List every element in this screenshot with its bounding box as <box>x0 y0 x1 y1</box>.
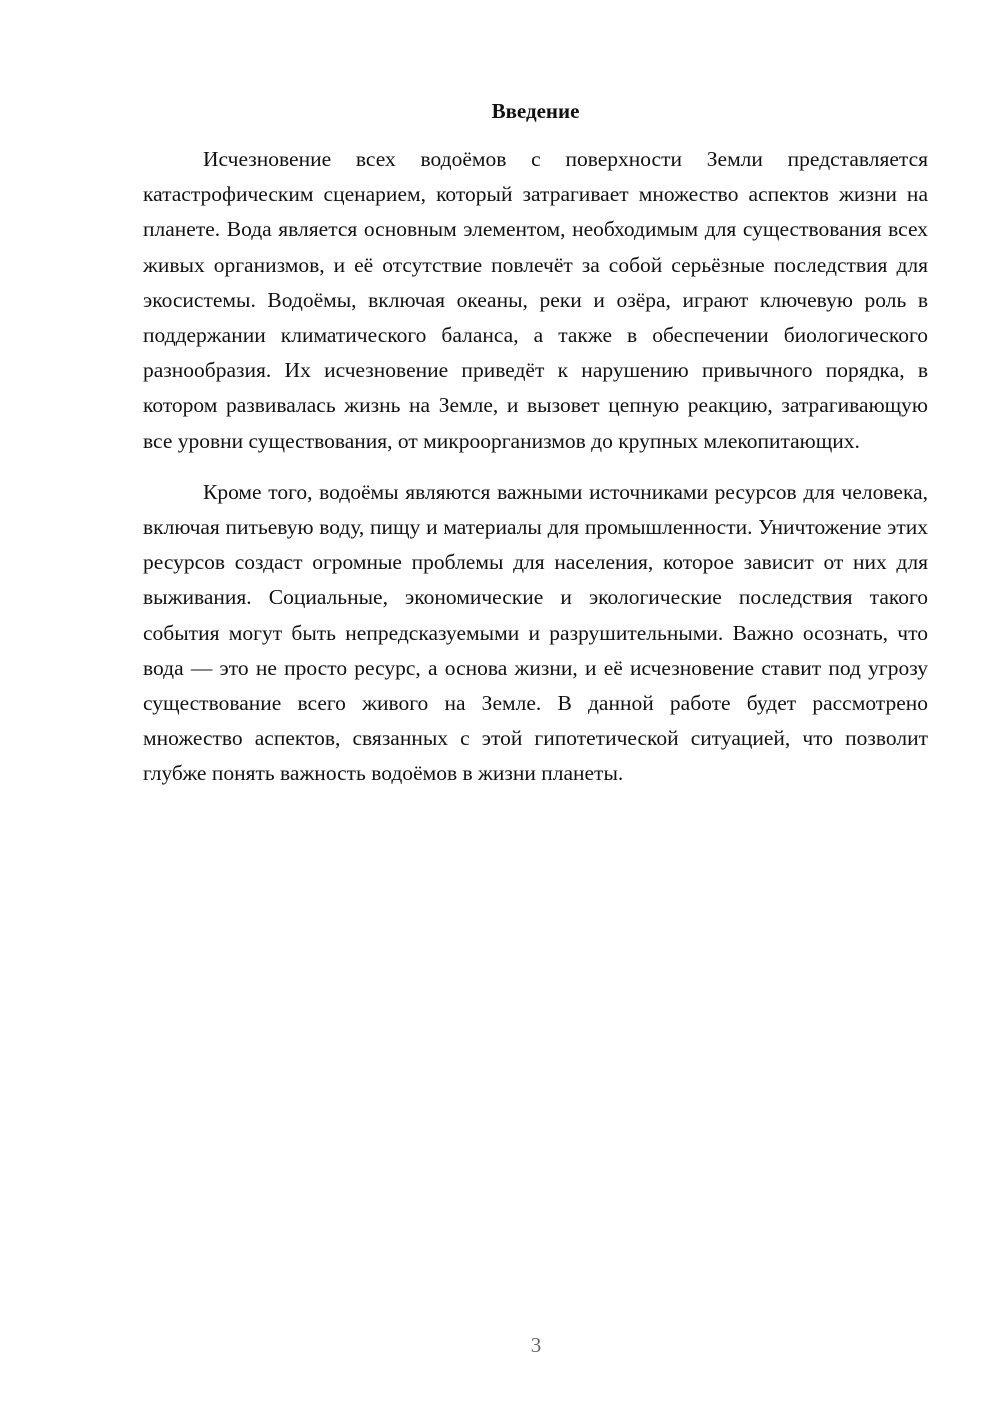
intro-paragraph-1: Исчезновение всех водоёмов с поверхности Земли представляется катастрофическим сценарием, который затрагивает множество аспектов жизни на планете. Вода является основным элементом, необходимым для существования всех живых организмов, и её отсутствие повлечёт за собой серьёзные последствия для экосистемы. Водоёмы, включая океаны, реки и озёра, играют ключевую роль в поддержании климатического баланса, а также в обеспечении биологического разнообразия. Их исчезновение приведёт к нарушению привычного порядка, в котором развивалась жизнь на Земле, и вызовет цепную реакцию, затрагивающую все уровни существования, от микроорганизмов до крупных млекопитающих. <box>143 147 928 453</box>
section-title: Введение <box>491 99 580 123</box>
page-content <box>143 97 928 792</box>
intro-paragraph-2: Кроме того, водоёмы являются важными источниками ресурсов для человека, включая питьевую воду, пищу и материалы для промышленности. Уничтожение этих ресурсов создаст огромные проблемы для населения, которое зависит от них для выживания. Социальные, экономические и экологические последствия такого события могут быть непредсказуемыми и разрушительными. Важно осознать, что вода — это не просто ресурс, а основа жизни, и её исчезновение ставит под угрозу существование всего живого на Земле. В данной работе будет рассмотрено множество аспектов, связанных с этой гипотетической ситуацией, что позволит глубже понять важность водоёмов в жизни планеты. <box>143 479 928 786</box>
page-number: 3 <box>530 1333 542 1357</box>
